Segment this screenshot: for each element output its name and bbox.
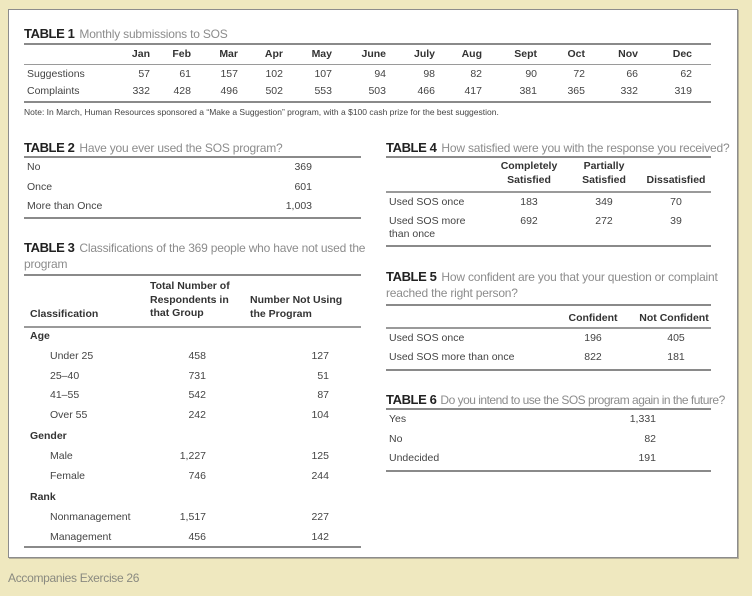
table6-row-value: 1,331 bbox=[629, 413, 656, 425]
table2-label: TABLE 2 bbox=[24, 140, 75, 155]
table5-cell: 822 bbox=[584, 351, 602, 363]
table3-not-using-cell: 227 bbox=[311, 511, 329, 523]
table6-bottom-rule bbox=[386, 470, 711, 472]
table2-row-label: More than Once bbox=[27, 200, 103, 212]
table3-not-using-cell: 87 bbox=[317, 389, 329, 401]
table1-cell: 332 bbox=[132, 85, 150, 97]
table5-title-line2: reached the right person? bbox=[386, 286, 518, 300]
table3-row-label: 41–55 bbox=[50, 389, 80, 401]
table4-cell: 39 bbox=[670, 215, 682, 227]
table1-cell: 102 bbox=[265, 68, 283, 80]
table1-caption bbox=[24, 26, 228, 42]
table4-body bbox=[386, 193, 711, 245]
table1-month-header: Nov bbox=[618, 48, 638, 60]
table3-header-total-line3: that Group bbox=[150, 307, 204, 319]
table6-caption bbox=[386, 392, 725, 408]
tables-panel bbox=[8, 9, 738, 558]
table3-not-using-cell: 51 bbox=[317, 369, 329, 382]
table3-row-label: Female bbox=[50, 469, 86, 482]
table5-row-label: Used SOS more than once bbox=[389, 351, 515, 363]
table1-cell: 466 bbox=[417, 85, 435, 97]
table3-body bbox=[24, 328, 361, 546]
table1-cell: 82 bbox=[470, 68, 482, 80]
table1-month-header: Aug bbox=[461, 48, 482, 60]
table3-header-not-using-line2: the Program bbox=[250, 307, 312, 320]
table3-header-not-using bbox=[250, 294, 342, 321]
table3-not-using-cell: 125 bbox=[311, 450, 329, 462]
table1-cell: 332 bbox=[620, 85, 638, 97]
table3-total-cell: 456 bbox=[188, 530, 206, 543]
table5-header-confident: Confident bbox=[568, 312, 618, 324]
table4-header-partially-line1: Partially bbox=[583, 160, 625, 172]
table4-row-label bbox=[389, 196, 464, 209]
table1-top-rule bbox=[24, 43, 711, 45]
table1-cell: 90 bbox=[525, 68, 537, 80]
table2-row-value: 1,003 bbox=[285, 200, 312, 212]
table1-month-header: Sept bbox=[514, 48, 537, 60]
table6-label: TABLE 6 bbox=[386, 392, 437, 407]
table1-cell: 98 bbox=[423, 68, 435, 80]
table4-row-label-line1: Used SOS more bbox=[389, 215, 466, 227]
table5-body bbox=[386, 329, 711, 369]
table3-row-label: Nonmanagement bbox=[50, 511, 131, 523]
table2-bottom-rule bbox=[24, 217, 361, 219]
table1-cell: 417 bbox=[464, 85, 482, 97]
table3-title-line2: program bbox=[24, 257, 68, 271]
table1-cell: 72 bbox=[573, 68, 585, 80]
table1-month-header: June bbox=[361, 48, 386, 60]
table3-header-total bbox=[150, 280, 230, 321]
table3-label: TABLE 3 bbox=[24, 240, 75, 255]
table4-top-rule bbox=[386, 156, 711, 158]
table2-body bbox=[24, 158, 361, 216]
table5-top-rule bbox=[386, 304, 711, 306]
table1-cell: 319 bbox=[674, 85, 692, 97]
table3-group-label: Gender bbox=[30, 430, 67, 442]
table4-header-partially bbox=[574, 160, 634, 187]
table1-title: Monthly submissions to SOS bbox=[79, 27, 228, 41]
table1-cell: 365 bbox=[567, 85, 585, 97]
table2-row-label: Once bbox=[27, 180, 53, 193]
table1-cell: 503 bbox=[368, 85, 386, 97]
table1-month-header: Mar bbox=[219, 48, 238, 60]
table1-month-header: Jan bbox=[131, 48, 150, 60]
table2-title: Have you ever used the SOS program? bbox=[79, 141, 283, 155]
table3-header bbox=[24, 280, 361, 324]
table1-month-header: Dec bbox=[672, 48, 692, 60]
table6-body bbox=[386, 410, 711, 470]
table4-header-partially-line2: Satisfied bbox=[582, 173, 626, 186]
table3-header-total-line2: Respondents in bbox=[150, 293, 229, 306]
table3-caption bbox=[24, 240, 365, 256]
table4-label: TABLE 4 bbox=[386, 140, 437, 155]
table2-caption bbox=[24, 140, 283, 156]
table2-row-value: 601 bbox=[294, 180, 312, 193]
table1-bottom-rule bbox=[24, 101, 711, 103]
table1-month-header: Apr bbox=[264, 48, 283, 60]
table3-header-classification: Classification bbox=[30, 308, 99, 320]
table3-row-label: Under 25 bbox=[50, 350, 94, 362]
table5-bottom-rule bbox=[386, 369, 711, 371]
table3-total-cell: 458 bbox=[188, 350, 206, 362]
table1-cell: 502 bbox=[265, 85, 283, 97]
table4-header-completely-line1: Completely bbox=[500, 160, 558, 172]
table3-total-cell: 731 bbox=[188, 369, 206, 382]
table1-row-label: Suggestions bbox=[27, 68, 85, 80]
table4-row-label-line2: than once bbox=[389, 227, 436, 240]
table4-header-completely-line2: Satisfied bbox=[507, 173, 551, 186]
table3-row-label: 25–40 bbox=[50, 369, 80, 382]
table2-row-label: No bbox=[27, 161, 41, 173]
table1-month-header: Feb bbox=[172, 48, 191, 60]
table3-row-label: Male bbox=[50, 450, 73, 462]
table1-month-header: Oct bbox=[567, 48, 585, 60]
table4-cell: 183 bbox=[520, 196, 538, 208]
table4-header-completely bbox=[494, 160, 564, 187]
table3-total-cell: 1,227 bbox=[179, 450, 206, 462]
table6-row-label: Undecided bbox=[389, 452, 440, 464]
table1-cell: 61 bbox=[179, 68, 191, 80]
table6-title: Do you intend to use the SOS program again in the future? bbox=[440, 393, 725, 407]
table1-month-header: May bbox=[311, 48, 332, 60]
table1-cell: 66 bbox=[626, 68, 638, 80]
table3-not-using-cell: 142 bbox=[311, 530, 329, 543]
table4-header bbox=[386, 160, 711, 190]
table3-not-using-cell: 104 bbox=[311, 408, 329, 421]
table6-row-value: 191 bbox=[638, 452, 656, 464]
table6-row-label: No bbox=[389, 432, 403, 445]
table3-total-cell: 1,517 bbox=[179, 511, 206, 523]
table1-body bbox=[24, 65, 711, 101]
table5-row-label: Used SOS once bbox=[389, 332, 465, 344]
table1-cell: 496 bbox=[220, 85, 238, 97]
table3-header-total-line1: Total Number of bbox=[150, 280, 230, 292]
table1-header-row bbox=[24, 46, 711, 64]
table5-header bbox=[386, 312, 711, 326]
table4-cell: 272 bbox=[595, 215, 613, 227]
table3-not-using-cell: 244 bbox=[311, 469, 329, 482]
table3-row-label: Over 55 bbox=[50, 408, 88, 421]
table5-caption bbox=[386, 269, 718, 285]
table1-month-header: July bbox=[413, 48, 435, 60]
table4-cell: 70 bbox=[670, 196, 682, 208]
table1-cell: 381 bbox=[519, 85, 537, 97]
table1-cell: 157 bbox=[220, 68, 238, 80]
table3-title-line1: Classifications of the 369 people who have not used the bbox=[79, 241, 366, 255]
table1-cell: 62 bbox=[680, 68, 692, 80]
table3-total-cell: 746 bbox=[188, 469, 206, 482]
table3-bottom-rule bbox=[24, 546, 361, 548]
table3-not-using-cell: 127 bbox=[311, 350, 329, 362]
table1-cell: 57 bbox=[138, 68, 150, 80]
table6-row-value: 82 bbox=[644, 432, 656, 445]
table1 bbox=[24, 46, 711, 103]
table4-header-dissatisfied: Dissatisfied bbox=[646, 173, 706, 186]
table5-title-line1: How confident are you that your question or complaint bbox=[441, 270, 718, 284]
table1-row-label: Complaints bbox=[27, 85, 80, 97]
table5-header-not-confident: Not Confident bbox=[639, 312, 709, 324]
table3-total-cell: 542 bbox=[188, 389, 206, 401]
table3-top-rule bbox=[24, 274, 361, 276]
table1-cell: 107 bbox=[314, 68, 332, 80]
table4-cell: 349 bbox=[595, 196, 613, 208]
table6-row-label: Yes bbox=[389, 413, 407, 425]
table1-cell: 428 bbox=[173, 85, 191, 97]
table4-row-label-line1: Used SOS once bbox=[389, 196, 465, 208]
table1-cell: 553 bbox=[314, 85, 332, 97]
table5-cell: 181 bbox=[667, 351, 685, 363]
table4-cell: 692 bbox=[520, 215, 538, 227]
table1-label: TABLE 1 bbox=[24, 26, 75, 41]
table5-cell: 405 bbox=[667, 332, 685, 344]
table4-row-label bbox=[389, 215, 465, 240]
table5-label: TABLE 5 bbox=[386, 269, 437, 284]
table4-title: How satisfied were you with the response you received? bbox=[441, 141, 730, 155]
table4-bottom-rule bbox=[386, 245, 711, 247]
table2-row-value: 369 bbox=[294, 161, 312, 173]
table1-cell: 94 bbox=[374, 68, 386, 80]
table3-header-not-using-line1: Number Not Using bbox=[250, 294, 343, 306]
table3-group-label: Age bbox=[30, 330, 50, 342]
table1-note: Note: In March, Human Resources sponsored a “Make a Suggestion” program, with a $100 cash prize for the best suggestion. bbox=[24, 107, 499, 117]
table3-row-label: Management bbox=[50, 530, 112, 543]
table5-cell: 196 bbox=[584, 332, 602, 344]
table4-caption bbox=[386, 140, 729, 156]
table3-total-cell: 242 bbox=[188, 408, 206, 421]
footer-caption: Accompanies Exercise 26 bbox=[8, 571, 140, 585]
table3-group-label: Rank bbox=[30, 491, 56, 503]
